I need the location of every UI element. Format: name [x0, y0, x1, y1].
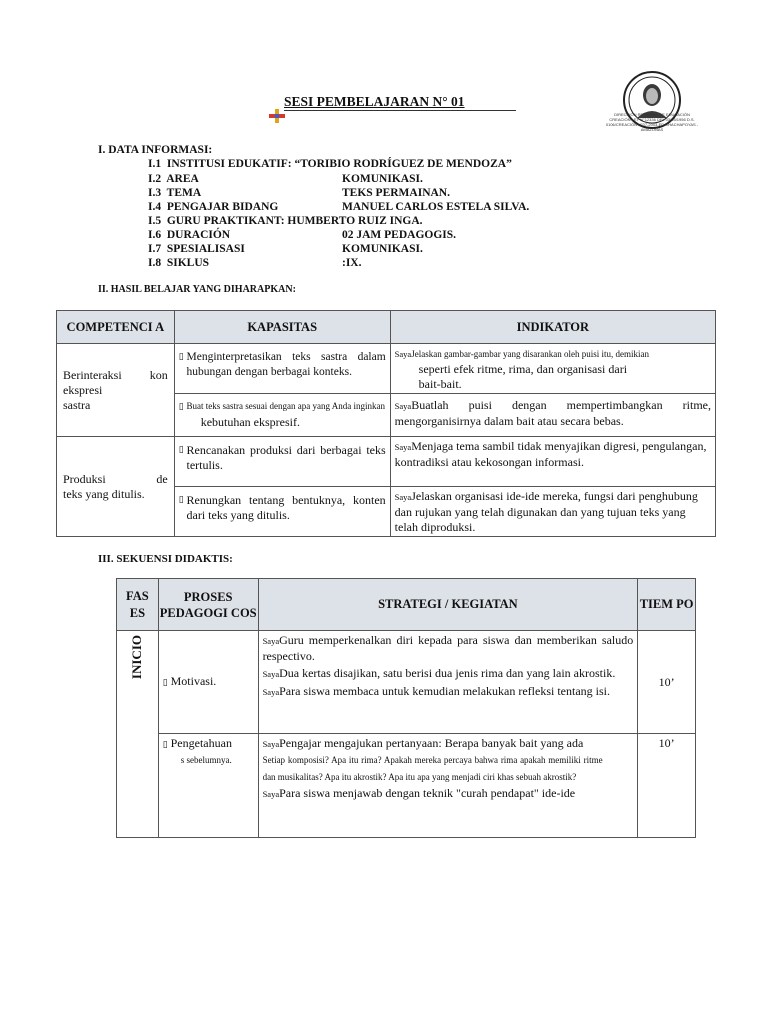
- info-value: KOMUNIKASI.: [342, 173, 423, 185]
- bullet-icon: ▯: [162, 677, 171, 688]
- proses-text: Pengetahuan: [170, 736, 232, 750]
- bullet-icon: ▯: [178, 352, 187, 362]
- header-competencia: COMPETENCI A: [57, 311, 175, 344]
- info-row: I.3 TEMA: [148, 187, 202, 199]
- info-value: MANUEL CARLOS ESTELA SILVA.: [342, 201, 530, 213]
- saya-prefix: Saya: [394, 349, 412, 359]
- indikator-cell: [390, 437, 715, 487]
- phase-label: INICIO: [129, 635, 145, 680]
- competency-name: Produksi: [63, 471, 106, 486]
- info-value: TEKS PERMAINAN.: [342, 187, 450, 199]
- competency-name: teks yang ditulis.: [63, 486, 145, 501]
- saya-prefix: Saya: [262, 789, 280, 799]
- kapasitas-text: Buat teks sastra sesuai dengan apa yang Anda inginkan: [186, 401, 385, 411]
- activity-text: Setiap komposisi? Apa itu rima? Apakah mereka percaya bahwa rima apakah memiliki ritme dan musikalitas? Apa itu akrostik? Apa itu apa yang menjadi ciri khas sebuah akrostik?: [262, 755, 603, 782]
- kapasitas-text: Menginterpretasikan teks sastra dalam hubungan dengan berbagai konteks.: [186, 351, 386, 378]
- info-value: KOMUNIKASI.: [342, 243, 423, 255]
- competency-name: Berinteraksi: [63, 367, 122, 382]
- competency-cell: [57, 437, 175, 537]
- kapasitas-cell: [174, 394, 390, 437]
- strategi-cell: [258, 734, 638, 838]
- kapasitas-cell: [174, 344, 390, 394]
- proses-text: s sebelumnya.: [180, 755, 232, 765]
- info-row: I.6 DURACIÓN: [148, 229, 231, 241]
- indikator-cell: [390, 487, 715, 537]
- kapasitas-cell: [174, 487, 390, 537]
- header-indikator: INDIKATOR: [390, 311, 715, 344]
- section1-heading: I. DATA INFORMASI:: [98, 144, 213, 156]
- activity-text: Guru memperkenalkan diri kepada para siswa dan memberikan saludo respectivo.: [262, 633, 634, 663]
- competency-name: sastra: [63, 397, 91, 412]
- proses-cell: [158, 734, 258, 838]
- didactic-sequence-table: [116, 578, 696, 838]
- kapasitas-text: kebutuhan ekspresif.: [200, 415, 300, 429]
- kapasitas-text: Renungkan tentang bentuknya, konten dari teks yang ditulis.: [186, 493, 386, 522]
- kapasitas-cell: [174, 437, 390, 487]
- cross-decoration-icon: [269, 109, 285, 123]
- indikator-cell: [390, 394, 715, 437]
- section2-heading: II. HASIL BELAJAR YANG DIHARAPKAN:: [98, 284, 296, 295]
- activity-text: Pengajar mengajukan pertanyaan: Berapa banyak bait yang ada: [279, 736, 584, 750]
- logo-caption: DIRECCIÓN REGIONAL DE EDUCACIÓN CREACIÓN LEY N°12336 DEL 03/05/1956 D.S. 0106/CREACIÓN N°07-2003-ED CHACHAPOYAS - AMAZONAS: [605, 112, 699, 132]
- bullet-icon: ▯: [162, 740, 171, 750]
- info-row: I.2 AREA: [148, 173, 199, 185]
- bullet-icon: ▯: [178, 445, 187, 455]
- indikator-text: Jelaskan organisasi ide-ide mereka, fungsi dari penghubung dan rujukan yang telah digunakan dan yang tujuan teks yang telah diproduksi.: [394, 489, 698, 534]
- data-info-list: [148, 157, 668, 282]
- header-fases: FAS ES: [117, 579, 159, 631]
- info-row: I.1 INSTITUSI EDUKATIF: “TORIBIO RODRÍGUEZ DE MENDOZA”: [148, 158, 512, 170]
- saya-prefix: Saya: [262, 636, 280, 646]
- kapasitas-text: Rencanakan produksi dari berbagai teks tertulis.: [186, 443, 386, 472]
- page-title: SESI PEMBELAJARAN N° 01: [284, 94, 465, 109]
- header-strategi: STRATEGI / KEGIATAN: [258, 579, 638, 631]
- strategi-cell: [258, 631, 638, 734]
- proses-cell: [158, 631, 258, 734]
- header-kapasitas: KAPASITAS: [174, 311, 390, 344]
- tiempo-cell: 10’: [638, 631, 696, 734]
- header-proses: PROSES PEDAGOGI COS: [158, 579, 258, 631]
- saya-prefix: Saya: [262, 687, 280, 697]
- header-tiempo: TIEM PO: [638, 579, 696, 631]
- competency-cell: [57, 344, 175, 437]
- saya-prefix: Saya: [394, 442, 412, 452]
- phase-cell: [117, 631, 159, 838]
- info-row: I.4 PENGAJAR BIDANG: [148, 201, 279, 213]
- indikator-cell: [390, 344, 715, 394]
- activity-text: Para siswa menjawab dengan teknik "curah pendapat" ide-ide: [279, 786, 576, 800]
- saya-prefix: Saya: [262, 669, 280, 679]
- indikator-text: Menjaga tema sambil tidak menyajikan digresi, pengulangan, kontradiksi atau kekosongan informasi.: [394, 439, 707, 469]
- learning-outcomes-table: [56, 310, 716, 537]
- competency-name: ekspresi: [63, 382, 103, 397]
- indikator-text: seperti efek ritme, rima, dan organisasi dari bait-bait.: [418, 362, 628, 391]
- competency-name: kon: [149, 367, 168, 382]
- tiempo-cell: 10’: [638, 734, 696, 838]
- saya-prefix: Saya: [394, 401, 412, 411]
- activity-text: Dua kertas disajikan, satu berisi dua jenis rima dan yang lain akrostik.: [279, 666, 616, 680]
- section3-heading: III. SEKUENSI DIDAKTIS:: [98, 553, 233, 565]
- info-row: I.5 GURU PRAKTIKANT: HUMBERTO RUIZ INGA.: [148, 215, 423, 227]
- bullet-icon: ▯: [178, 495, 187, 505]
- saya-prefix: Saya: [262, 739, 280, 749]
- competency-name: de: [156, 471, 168, 486]
- title-underline: [284, 110, 516, 111]
- activity-text: Para siswa membaca untuk kemudian melakukan refleksi tentang isi.: [279, 684, 610, 698]
- indikator-text: Buatlah puisi dengan mempertimbangkan ritme, mengorganisirnya dalam bait atau secara bebas.: [394, 398, 711, 428]
- info-value: 02 JAM PEDAGOGIS.: [342, 229, 457, 241]
- bullet-icon: ▯: [178, 402, 187, 412]
- saya-prefix: Saya: [394, 492, 412, 502]
- indikator-text: Jelaskan gambar-gambar yang disarankan oleh puisi itu, demikian: [411, 349, 649, 359]
- school-logo-icon: [610, 68, 694, 152]
- proses-text: Motivasi.: [170, 673, 217, 688]
- info-value: :IX.: [342, 257, 362, 269]
- info-row: I.8 SIKLUS: [148, 257, 210, 269]
- info-row: I.7 SPESIALISASI: [148, 243, 245, 255]
